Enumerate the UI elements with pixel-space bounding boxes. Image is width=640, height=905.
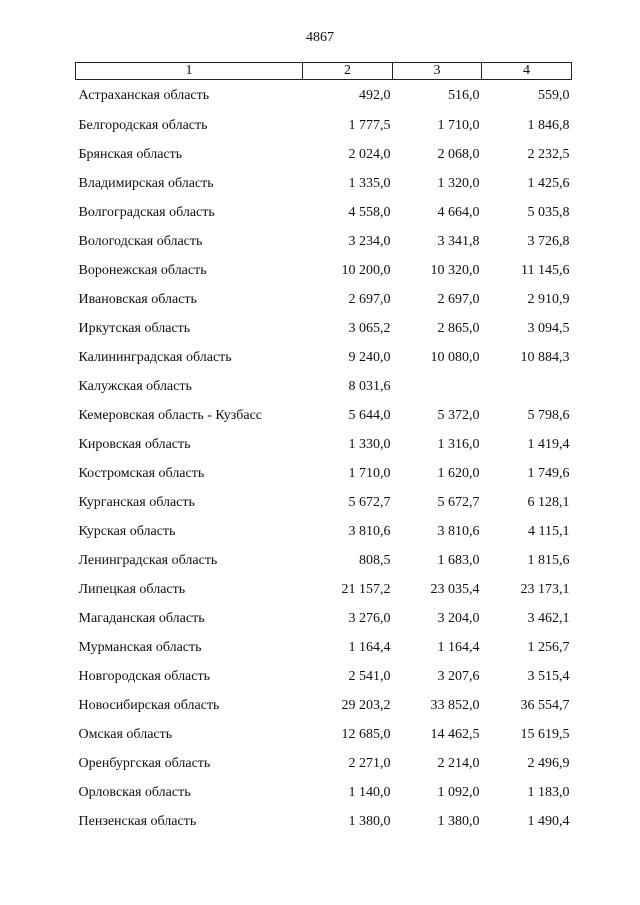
region-name-cell: Костромская область <box>78 465 205 481</box>
region-name-cell: Воронежская область <box>78 262 207 278</box>
region-name-cell: Астраханская область <box>78 87 210 103</box>
table-row <box>76 720 572 749</box>
header-row <box>76 63 572 80</box>
region-name-cell: Ивановская область <box>78 291 197 307</box>
value-col-2-cell: 1 330,0 <box>348 436 391 452</box>
value-col-4-cell: 3 462,1 <box>527 610 570 626</box>
table-row <box>76 662 572 691</box>
table-row <box>76 285 572 314</box>
region-name-cell: Мурманская область <box>78 639 202 655</box>
value-col-2-cell: 21 157,2 <box>341 581 391 597</box>
value-col-4-cell: 4 115,1 <box>528 523 570 539</box>
region-name-cell: Новосибирская область <box>78 697 220 713</box>
table-row <box>76 604 572 633</box>
value-col-2-cell: 1 380,0 <box>348 813 391 829</box>
value-col-2-cell: 3 234,0 <box>348 233 391 249</box>
value-col-4-cell: 2 232,5 <box>527 146 570 162</box>
value-col-3-cell: 3 341,8 <box>437 233 480 249</box>
value-col-2-cell: 808,5 <box>359 552 391 568</box>
value-col-4-cell: 6 128,1 <box>527 494 570 510</box>
value-col-3-cell: 3 207,6 <box>437 668 480 684</box>
table-row <box>76 517 572 546</box>
region-name-cell: Курганская область <box>78 494 195 510</box>
value-col-3-cell: 516,0 <box>448 87 480 103</box>
value-col-4-cell: 5 798,6 <box>527 407 570 423</box>
value-col-3-cell: 5 372,0 <box>437 407 480 423</box>
value-col-2-cell: 2 697,0 <box>348 291 391 307</box>
value-col-3-cell: 3 204,0 <box>437 610 480 626</box>
table-row <box>76 546 572 575</box>
value-col-4-cell: 36 554,7 <box>520 697 570 713</box>
value-col-2-cell: 492,0 <box>359 87 391 103</box>
value-col-2-cell: 2 541,0 <box>348 668 391 684</box>
value-col-4-cell: 1 846,8 <box>527 117 570 133</box>
table-row <box>76 401 572 430</box>
value-col-3-cell: 2 865,0 <box>437 320 480 336</box>
value-col-3-cell: 1 620,0 <box>437 465 480 481</box>
table-row <box>76 198 572 227</box>
table-header <box>76 63 572 80</box>
region-name-cell: Белгородская область <box>78 117 208 133</box>
region-name-cell: Калининградская область <box>78 349 232 365</box>
value-col-3-cell: 14 462,5 <box>430 726 480 742</box>
value-col-2-cell: 2 271,0 <box>348 755 391 771</box>
region-name-cell: Волгоградская область <box>78 204 215 220</box>
value-col-2-cell: 3 810,6 <box>348 523 391 539</box>
table-row <box>76 314 572 343</box>
table-row <box>76 111 572 140</box>
region-name-cell: Курская область <box>78 523 176 539</box>
value-col-2-cell: 3 065,2 <box>348 320 391 336</box>
region-name-cell: Кировская область <box>78 436 191 452</box>
table-row <box>76 430 572 459</box>
value-col-3-cell: 2 214,0 <box>437 755 480 771</box>
table-row <box>76 633 572 662</box>
column-header-3: 3 <box>393 63 482 80</box>
table-row <box>76 749 572 778</box>
value-col-3-cell: 10 080,0 <box>430 349 480 365</box>
table-row <box>76 488 572 517</box>
value-col-3-cell: 23 035,4 <box>430 581 480 597</box>
value-col-2-cell: 1 335,0 <box>348 175 391 191</box>
value-col-2-cell: 1 164,4 <box>348 639 391 655</box>
value-col-4-cell: 3 726,8 <box>527 233 570 249</box>
value-col-3-cell <box>393 372 482 401</box>
table-row <box>76 227 572 256</box>
table-row <box>76 140 572 169</box>
value-col-4-cell: 1 490,4 <box>527 813 570 829</box>
region-name-cell: Омская область <box>78 726 173 742</box>
value-col-3-cell: 1 316,0 <box>437 436 480 452</box>
region-name-cell: Пензенская область <box>78 813 197 829</box>
table-row <box>76 256 572 285</box>
value-col-4-cell: 1 749,6 <box>527 465 570 481</box>
value-col-3-cell: 4 664,0 <box>437 204 480 220</box>
table-row <box>76 691 572 720</box>
region-name-cell: Новгородская область <box>78 668 210 684</box>
value-col-2-cell: 8 031,6 <box>348 378 391 394</box>
value-col-4-cell: 11 145,6 <box>521 262 570 278</box>
table-row <box>76 807 572 836</box>
value-col-4-cell: 3 515,4 <box>527 668 570 684</box>
table-row <box>76 169 572 198</box>
page-number: 4867 <box>306 30 334 45</box>
value-col-3-cell: 5 672,7 <box>437 494 480 510</box>
region-name-cell: Липецкая область <box>78 581 186 597</box>
value-col-4-cell: 3 094,5 <box>527 320 570 336</box>
value-col-2-cell: 2 024,0 <box>348 146 391 162</box>
value-col-4-cell: 1 419,4 <box>527 436 570 452</box>
value-col-2-cell: 5 644,0 <box>348 407 391 423</box>
table-row <box>76 459 572 488</box>
value-col-4-cell: 15 619,5 <box>520 726 570 742</box>
value-col-2-cell: 1 710,0 <box>348 465 391 481</box>
value-col-3-cell: 10 320,0 <box>430 262 480 278</box>
region-name-cell: Иркутская область <box>78 320 191 336</box>
value-col-3-cell: 33 852,0 <box>430 697 480 713</box>
region-name-cell: Брянская область <box>78 146 183 162</box>
value-col-2-cell: 12 685,0 <box>341 726 391 742</box>
value-col-2-cell: 29 203,2 <box>341 697 391 713</box>
value-col-2-cell: 9 240,0 <box>348 349 391 365</box>
table-row <box>76 80 572 112</box>
value-col-2-cell: 5 672,7 <box>348 494 391 510</box>
value-col-3-cell: 3 810,6 <box>437 523 480 539</box>
value-col-3-cell: 1 092,0 <box>437 784 480 800</box>
value-col-4-cell: 1 425,6 <box>527 175 570 191</box>
region-name-cell: Калужская область <box>78 378 192 394</box>
table-body <box>76 80 572 837</box>
data-table <box>75 62 572 836</box>
value-col-4-cell: 1 256,7 <box>527 639 570 655</box>
value-col-4-cell: 23 173,1 <box>520 581 570 597</box>
value-col-3-cell: 1 710,0 <box>437 117 480 133</box>
value-col-2-cell: 10 200,0 <box>341 262 391 278</box>
value-col-3-cell: 1 320,0 <box>437 175 480 191</box>
region-name-cell: Оренбургская область <box>78 755 211 771</box>
value-col-4-cell: 2 910,9 <box>527 291 570 307</box>
region-name-cell: Вологодская область <box>78 233 203 249</box>
value-col-2-cell: 1 777,5 <box>348 117 391 133</box>
value-col-2-cell: 3 276,0 <box>348 610 391 626</box>
value-col-3-cell: 1 683,0 <box>437 552 480 568</box>
region-name-cell: Ленинградская область <box>78 552 218 568</box>
column-header-1: 1 <box>76 63 303 80</box>
value-col-3-cell: 2 068,0 <box>437 146 480 162</box>
table-row <box>76 778 572 807</box>
column-header-4: 4 <box>482 63 572 80</box>
column-header-2: 2 <box>303 63 393 80</box>
value-col-2-cell: 1 140,0 <box>348 784 391 800</box>
value-col-4-cell: 2 496,9 <box>527 755 570 771</box>
value-col-4-cell: 1 815,6 <box>527 552 570 568</box>
region-name-cell: Владимирская область <box>78 175 214 191</box>
region-name-cell: Орловская область <box>78 784 191 800</box>
table-row <box>76 575 572 604</box>
value-col-3-cell: 2 697,0 <box>437 291 480 307</box>
value-col-3-cell: 1 380,0 <box>437 813 480 829</box>
value-col-4-cell <box>482 372 572 401</box>
table-row <box>76 343 572 372</box>
value-col-4-cell: 1 183,0 <box>527 784 570 800</box>
value-col-4-cell: 10 884,3 <box>520 349 570 365</box>
region-name-cell: Кемеровская область - Кузбасс <box>78 407 263 423</box>
value-col-4-cell: 559,0 <box>538 87 570 103</box>
table-row <box>76 372 572 401</box>
value-col-2-cell: 4 558,0 <box>348 204 391 220</box>
region-name-cell: Магаданская область <box>78 610 205 626</box>
value-col-3-cell: 1 164,4 <box>437 639 480 655</box>
value-col-4-cell: 5 035,8 <box>527 204 570 220</box>
